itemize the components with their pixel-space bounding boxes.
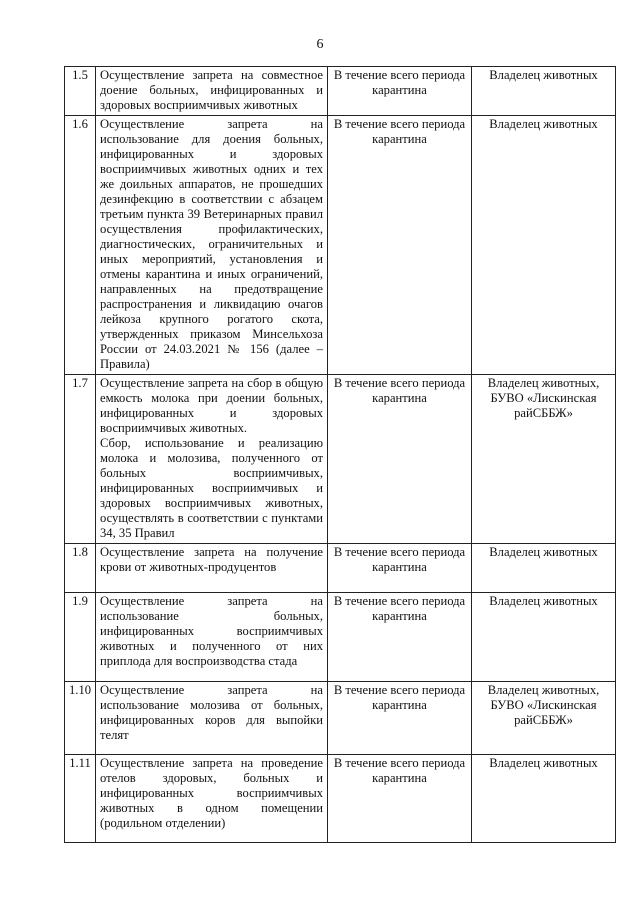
- measure-text: Осуществление запрета на использование молозива от больных, инфицированных коров для выпойки телят: [100, 683, 323, 742]
- row-number: 1.5: [65, 67, 96, 116]
- measure-text: Осуществление запрета на совместное доение больных, инфицированных и здоровых восприимчивых животных: [100, 68, 323, 112]
- measure-text: Осуществление запрета на проведение отелов здоровых, больных и инфицированных восприимчивых животных в одном помещении (родильном отделении): [100, 756, 323, 830]
- measure-term: В течение всего периода карантина: [328, 67, 472, 116]
- measure-description: [96, 755, 328, 843]
- row-number: 1.7: [65, 375, 96, 544]
- measure-term: В течение всего периода карантина: [328, 116, 472, 375]
- measure-description: [96, 682, 328, 755]
- row-number: 1.8: [65, 544, 96, 593]
- measure-term: В течение всего периода карантина: [328, 544, 472, 593]
- measure-description: [96, 375, 328, 544]
- measure-responsible: Владелец животных: [472, 67, 616, 116]
- row-number: 1.11: [65, 755, 96, 843]
- measure-responsible: Владелец животных: [472, 593, 616, 682]
- measure-responsible: Владелец животных: [472, 116, 616, 375]
- row-number: 1.6: [65, 116, 96, 375]
- measure-term: В течение всего периода карантина: [328, 593, 472, 682]
- measure-responsible: Владелец животных: [472, 755, 616, 843]
- page-number: 6: [316, 37, 324, 52]
- measure-description: [96, 67, 328, 116]
- measure-text: Осуществление запрета на получение крови от животных-продуцентов: [100, 545, 323, 574]
- table-row: [65, 544, 616, 593]
- measure-description: [96, 116, 328, 375]
- measure-text: Осуществление запрета на использование для доения больных, инфицированных и здоровых восприимчивых животных одних и тех же доильных аппаратов, не прошедших дезинфекцию в соответствии с абзацем третьим пункта 39 Ветеринарных правил осуществления профилактических, диагностических, ограничительных и иных мероприятий, установления и отмены карантина и иных ограничений, направленных на предотвращение распространения и ликвидацию очагов лейкоза крупного рогатого скота, утвержденных приказом Минсельхоза России от 24.03.2021 № 156 (далее – Правила): [100, 117, 323, 371]
- measure-responsible: Владелец животных, БУВО «Лискинская райСББЖ»: [472, 682, 616, 755]
- table-row: [65, 375, 616, 544]
- table-row: [65, 67, 616, 116]
- measures-table: [64, 66, 616, 843]
- row-number: 1.10: [65, 682, 96, 755]
- table-row: [65, 755, 616, 843]
- measure-text: Осуществление запрета на сбор в общую емкость молока при доении больных, инфицированных и здоровых восприимчивых животных.: [100, 376, 323, 435]
- measure-description: [96, 593, 328, 682]
- measure-description: [96, 544, 328, 593]
- table-row: [65, 682, 616, 755]
- measure-term: В течение всего периода карантина: [328, 755, 472, 843]
- measure-responsible: Владелец животных: [472, 544, 616, 593]
- table-row: [65, 116, 616, 375]
- table-row: [65, 593, 616, 682]
- measure-text: Сбор, использование и реализацию молока и молозива, полученного от больных восприимчивых, инфицированных восприимчивых и здоровых восприимчивых животных, осуществлять в соответствии с пунктами 34, 35 Правил: [100, 436, 323, 540]
- measure-term: В течение всего периода карантина: [328, 682, 472, 755]
- measure-term: В течение всего периода карантина: [328, 375, 472, 544]
- measure-text: Осуществление запрета на использование больных, инфицированных восприимчивых животных и полученного от них приплода для воспроизводства стада: [100, 594, 323, 668]
- row-number: 1.9: [65, 593, 96, 682]
- measure-responsible: Владелец животных, БУВО «Лискинская райСББЖ»: [472, 375, 616, 544]
